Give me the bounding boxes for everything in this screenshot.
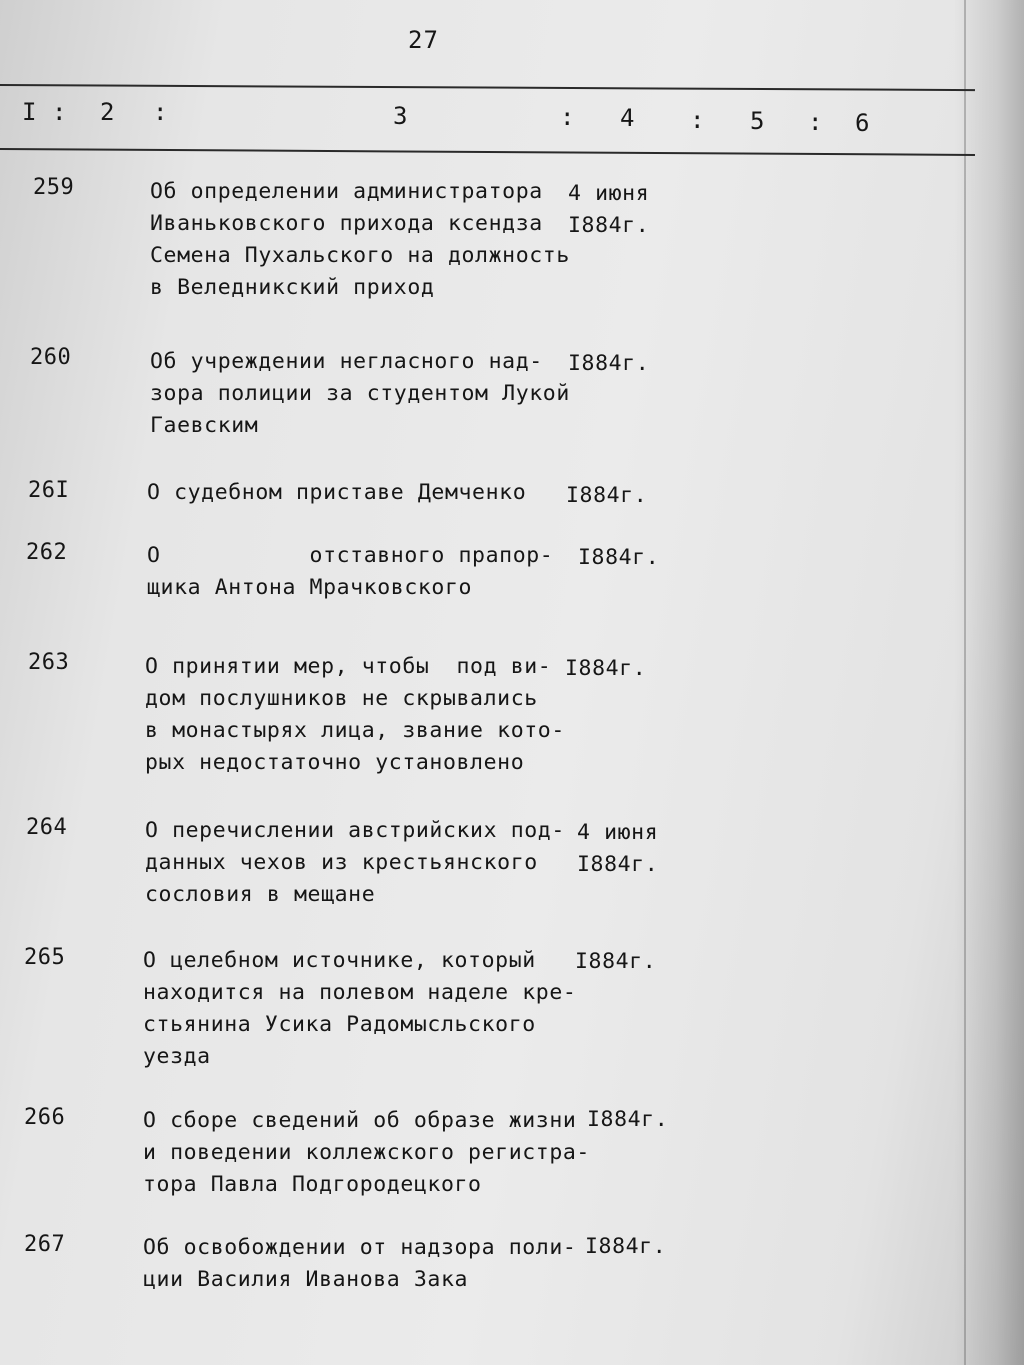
entry-text-line: рых недостаточно установлено	[145, 750, 525, 775]
entry-text-line: в монастырях лица, звание кото-	[145, 718, 565, 743]
entry-text-line: уезда	[143, 1044, 211, 1069]
entry-text-line: зора полиции за студентом Лукой	[150, 381, 570, 406]
column-header-6: 6	[855, 109, 870, 137]
entry-number: 265	[24, 945, 66, 970]
entry-text-line: тора Павла Подгородецкого	[143, 1172, 482, 1197]
entry-text-line: стьянина Усика Радомысльского	[143, 1012, 536, 1037]
entry-number: 260	[30, 345, 72, 370]
entry-date: I884г.	[577, 852, 659, 877]
entry-text-line: сословия в мещане	[145, 882, 376, 907]
column-header-1: I	[22, 98, 37, 126]
column-header-separator: :	[808, 108, 823, 136]
entry-text-line: О сборе сведений об образе жизни	[143, 1108, 577, 1133]
entry-number: 263	[28, 650, 70, 675]
entry-number: 266	[24, 1105, 66, 1130]
entry-text-line: ции Василия Иванова Зака	[143, 1267, 469, 1292]
entry-date: I884г.	[578, 545, 660, 570]
entry-number: 259	[33, 175, 75, 200]
entry-text-line: О принятии мер, чтобы под ви-	[145, 654, 552, 679]
entry-text-line: О целебном источнике, который	[143, 948, 536, 973]
entry-text-line: Об освобождении от надзора поли-	[143, 1235, 577, 1260]
entry-text-line: данных чехов из крестьянского	[145, 850, 538, 875]
entry-date: I884г.	[565, 656, 647, 681]
entry-text-line: Иваньковского прихода ксендза	[150, 211, 543, 236]
entry-date: I884г.	[568, 351, 650, 376]
entry-date: I884г.	[585, 1234, 667, 1259]
entry-text-line: О отставного прапор-	[147, 543, 554, 568]
entry-text-line: в Веледникский приход	[150, 275, 435, 300]
page-fold-line	[964, 0, 966, 1365]
column-header-3: 3	[393, 102, 408, 130]
entry-text-line: щика Антона Мрачковского	[147, 575, 473, 600]
entry-text-line: О судебном приставе Демченко	[147, 480, 527, 505]
entry-date: I884г.	[575, 949, 657, 974]
entry-text-line: О перечислении австрийских под-	[145, 818, 565, 843]
entry-text-line: находится на полевом наделе кре-	[143, 980, 577, 1005]
entry-number: 26I	[28, 478, 70, 503]
entry-number: 267	[24, 1232, 66, 1257]
entry-text-line: и поведении коллежского регистра-	[143, 1140, 590, 1165]
entry-date: I884г.	[568, 213, 650, 238]
entry-text-line: Семена Пухальского на должность	[150, 243, 570, 268]
header-rule-bottom	[0, 148, 975, 156]
header-rule-top	[0, 84, 975, 91]
column-header-5: 5	[750, 107, 765, 135]
entry-text-line: Об определении администратора	[150, 179, 543, 204]
entry-date: 4 июня	[568, 181, 650, 206]
column-header-separator: :	[690, 106, 705, 134]
column-header-separator: :	[560, 103, 575, 131]
entry-date: I884г.	[566, 483, 648, 508]
entry-date: 4 июня	[577, 820, 659, 845]
entry-text-line: Об учреждении негласного над-	[150, 349, 543, 374]
column-header-separator: :	[153, 98, 168, 126]
entry-text-line: дом послушников не скрывались	[145, 686, 538, 711]
page-number: 27	[408, 26, 439, 54]
entry-number: 264	[26, 815, 68, 840]
entry-text-line: Гаевским	[150, 413, 259, 438]
entry-number: 262	[26, 540, 68, 565]
column-header-separator: :	[52, 98, 67, 126]
column-header-2: 2	[100, 98, 115, 126]
entry-date: I884г.	[587, 1107, 669, 1132]
column-header-4: 4	[620, 104, 635, 132]
